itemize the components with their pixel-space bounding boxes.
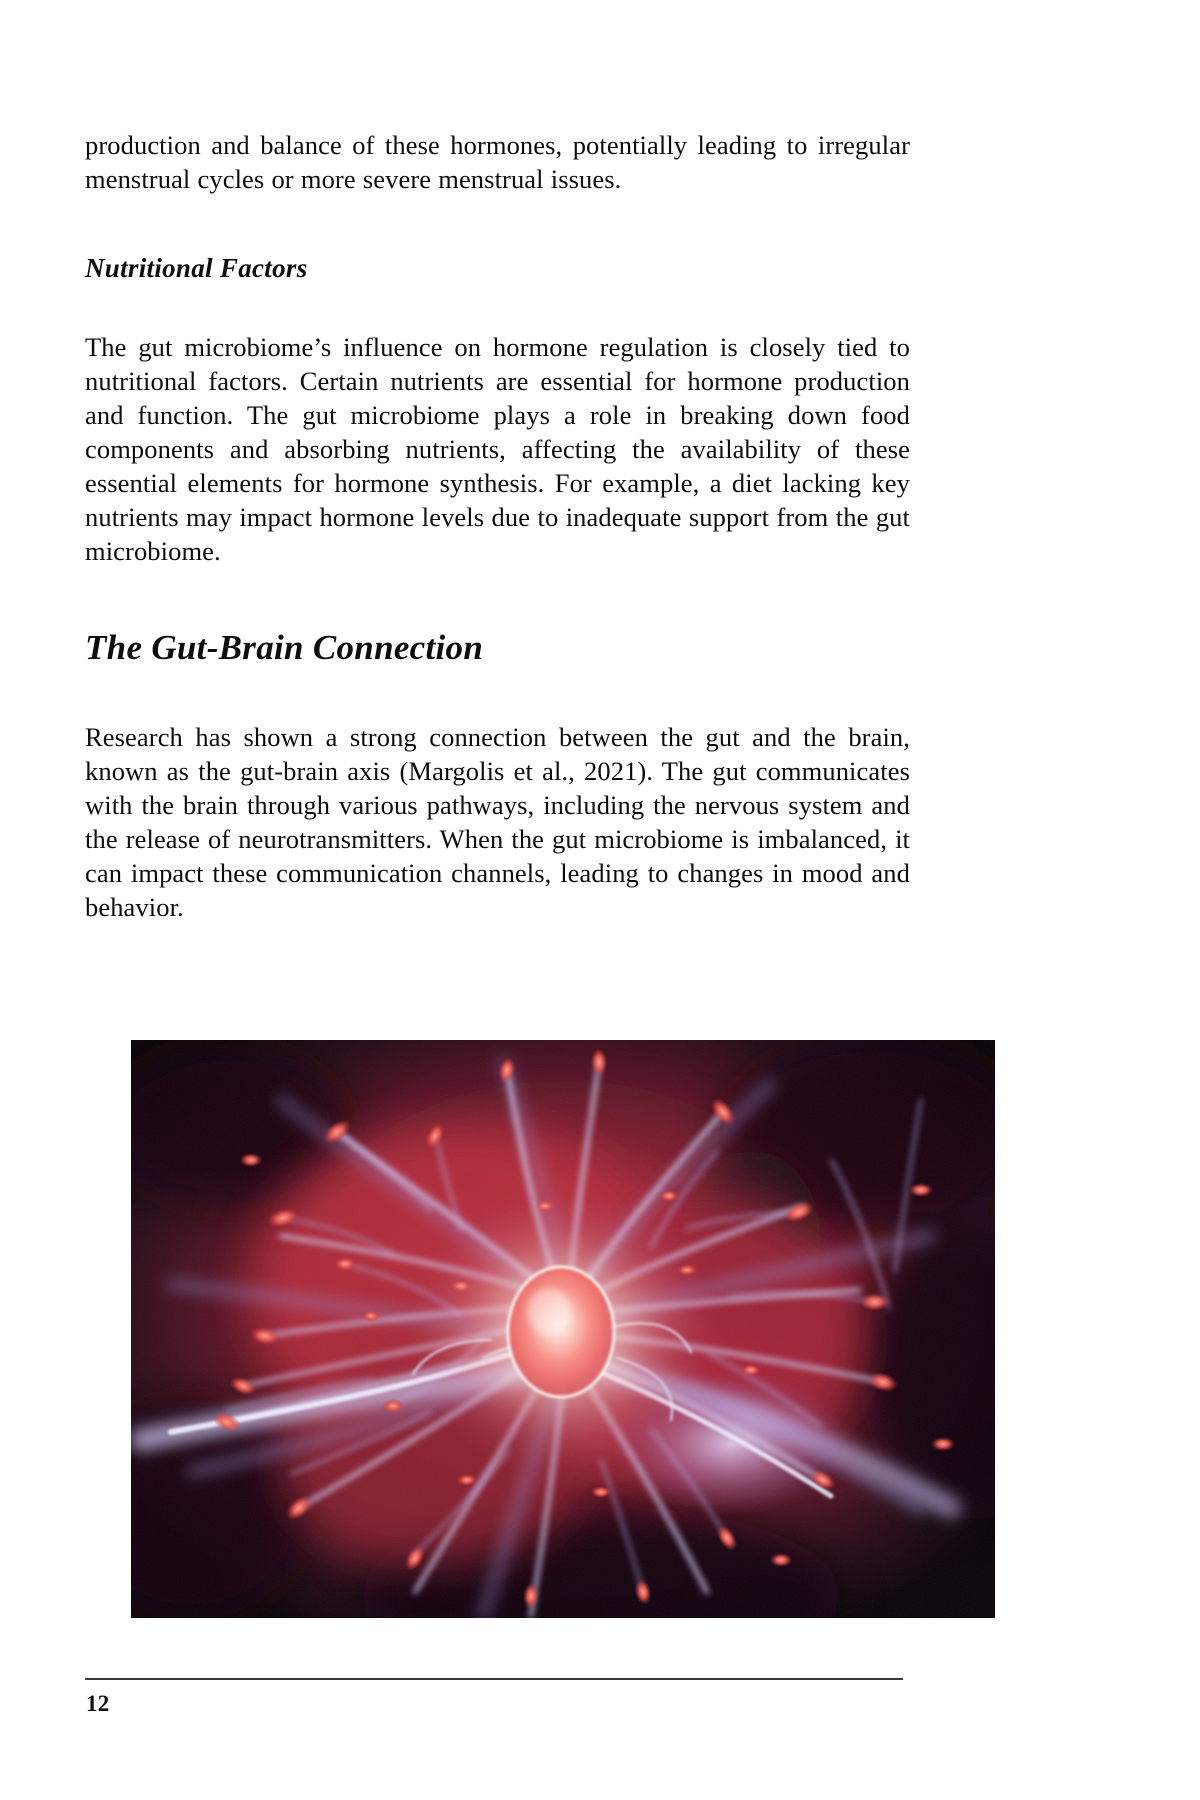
paragraph-gut-brain-connection: Research has shown a strong connection between the gut and the brain, known as the gut-brain axis (Margolis et al., 2021). The gut communicates with the brain through various pathways, including the nervous system and the release of neurotransmitters. When the gut microbiome is imbalanced, it can impact these communication channels, leading to changes in mood and behavior.	[85, 722, 910, 922]
film-grain	[131, 1040, 995, 1618]
heading-gut-brain-connection: The Gut-Brain Connection	[85, 628, 484, 667]
subheading-nutritional-factors: Nutritional Factors	[85, 253, 308, 283]
spacer	[85, 568, 910, 628]
footer-divider	[85, 1678, 903, 1680]
paragraph-hormone-production: production and balance of these hormones, potentially leading to irregular menstrual cycles or more severe menstrual issues.	[85, 130, 910, 194]
paragraph-nutritional-factors: The gut microbiome’s influence on hormone regulation is closely tied to nutritional factors. Certain nutrients are essential for hormone production and function. The gut microbiome plays a role in breaking down food components and absorbing nutrients, affecting the availability of these essential elements for hormone synthesis. For example, a diet lacking key nutrients may impact hormone levels due to inadequate support from the gut microbiome.	[85, 332, 910, 566]
neuron-plasma-illustration	[131, 1040, 995, 1618]
page-content	[85, 128, 910, 924]
spacer	[85, 284, 910, 330]
figure-neuron-image	[131, 1040, 995, 1618]
spacer	[85, 668, 910, 720]
page-number: 12	[86, 1691, 110, 1716]
spacer	[85, 196, 910, 252]
